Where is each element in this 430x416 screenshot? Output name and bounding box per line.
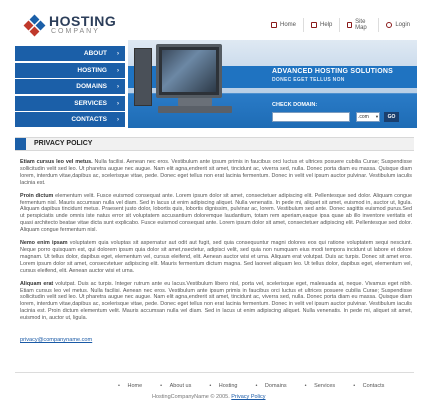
- topnav-login-label: Login: [395, 22, 410, 28]
- hero-subtitle: DONEC EGET TELLUS NON: [272, 77, 345, 83]
- go-button[interactable]: GO: [384, 112, 399, 122]
- nav-item-hosting-label: HOSTING: [77, 66, 107, 74]
- privacy-email-link[interactable]: privacy@companyname.com: [20, 337, 93, 344]
- footer-link-services[interactable]: • Services: [304, 383, 336, 389]
- paragraph: Etiam cursus leo vel metus. Nulla facilisi. Aenean nec eros. Vestibulum ante ipsum primis in faucibus orci luctus et ultrices posuere cubilia Curae; Suspendisse sollicitudin velit sed leo. Ut pharetra augue nec augue. Nam elit agna,endrerit sit amet, tincidunt ac, viverra sed, nulla. Donec porta diam eu massa. Quisque diam lorem, interdum vitae,dapibus ac, scelerisque vitae, pede. Donec eget tellus non erat lacinia fermentum. Donec in velit vel ipsum auctor pulvinar. Vestibulum iaculis lacinia est.: [20, 159, 412, 186]
- paragraph: Nemo enim ipsam voluptatem quia voluptas sit aspernatur aut odit aut fugit, sed quia consequuntur magni dolores eos qui ratione voluptatem sequi nesciunt. Neque porro quisquam est, qui dolorem ipsum quia dolor sit amet,nsectetur, adipisci velit, sed quia non numquam eius modi tempora incidunt ut labore et dolore magnam. Ut tellus dolor, dapibus eget, elementum vel, cursus eleifend, elit. Aenean auctor wisi et urna. Aliquam erat volutpat. Duis ac turpis. Donec sit amet eros. Lorem ipsum dolor sit amet, consecvtetuer adipiscing elit. Mauris fermentum dictum magna. Sed laoreet aliquam leo. Ut tellus dolor, dapibus eget, elementum vel, cursus eleifend, elit. Aenean auctor wisi et urna.: [20, 240, 412, 274]
- top-navigation: [264, 18, 417, 38]
- paragraph: Aliquam erat volutpat. Duis ac turpis. Integer rutrum ante eu lacus.Vestibulum libero nisl, porta vel, scelerisque eget, malesuada at, neque. Vivamus eget nibh. Etiam cursus leo vel metus. Nulla facilisi. Aenean nec eros. Vestibulum ante ipsum primis in faucibus orci luctus et ultrices posuere cubilia Curae; Suspendisse sollicitudin velit sed leo. Ut pharetra augue nec augue. Nam elit agna,endrerit sit amet, tincidunt ac, viverra sed, nulla. Donec porta diam eu massa. Quisque diam lorem, interdum vitae,dapibus ac, scelerisque vitae, pede. Donec eget tellus non erat lacinia fermentum. Donec in velit vel ipsum auctor pulvinar. Vestibulum iaculis lacinia est. Proin dictum elementum velit. Mauris accumsan nulla vel diam. Sed in lacus ut enim adipiscing aliquet. Nulla venenatis. In pede mi, aliquet sit amet, euismod in, auctor ut, ligula.: [20, 280, 412, 322]
- nav-item-contacts-label: CONTACTS: [71, 116, 107, 123]
- domain-input[interactable]: [272, 112, 350, 122]
- hero-title: ADVANCED HOSTING SOLUTIONS: [272, 68, 393, 75]
- tld-select-value: .com: [358, 114, 369, 120]
- monitor-image: [156, 44, 222, 98]
- logo-icon: [25, 16, 45, 36]
- privacy-policy-link[interactable]: Privacy Policy: [231, 394, 266, 400]
- main-content: [20, 159, 412, 346]
- nav-item-about-label: ABOUT: [83, 50, 107, 57]
- nav-item-about[interactable]: [15, 46, 125, 62]
- chevron-right-icon: ›: [117, 100, 119, 107]
- nav-item-domains-label: DOMAINS: [76, 83, 107, 90]
- topnav-home[interactable]: [264, 18, 303, 32]
- footer-link-about[interactable]: • About us: [160, 383, 192, 389]
- page: [12, 0, 417, 416]
- section-marker: [15, 138, 26, 150]
- paragraph: Proin dictum elementum velit. Fusce euismod consequat ante. Lorem ipsum dolor sit amet, consectetuer adipiscing elit. Pellentesque sed dolor. Aliquam congue fermentum nisl. Mauris accumsan nulla vel diam. Sed in lacus ut enim adipiscing aliquet. Nulla venenatis. In pede mi, aliquet sit amet, euismod in, auctor ut, ligula. Aliquam dapibus tincidunt metus. Praesent justo dolor, lobortis quis, lobortis dignissim, pulvinar ac, lorem. Vestibulum sed ante. Donec sagittis euismod purus.Sed ut perspiciatis unde omnis iste natus error sit voluptatem accusantium doloremque laudantium, totam rem aperiam,eaque ipsa quae ab illo inventore veritatis et quasi architecto beatae vitae dicta sunt explicabo. Fusce euismod consequat ante. Lorem ipsum dolor sit amet, consectetuer adipiscing elit. Pellentesque sed dolor. Aliquam congue fermentum nisl.: [20, 192, 412, 234]
- topnav-help-label: Help: [320, 22, 333, 28]
- domain-check-label: CHECK DOMAIN:: [272, 102, 318, 108]
- tld-select[interactable]: [356, 112, 380, 122]
- topnav-home-label: Home: [280, 22, 297, 28]
- nav-item-contacts[interactable]: [15, 112, 125, 128]
- logo-subtitle: COMPANY: [51, 28, 100, 35]
- page-title: PRIVACY POLICY: [34, 140, 93, 147]
- copyright: HostingCompanyName © 2005. Privacy Policy: [152, 394, 266, 400]
- keyboard-image: [158, 106, 232, 113]
- topnav-help[interactable]: [303, 18, 339, 32]
- logo[interactable]: [25, 14, 145, 38]
- monitor-stand: [178, 98, 212, 106]
- sitemap-icon: [347, 22, 352, 28]
- chevron-right-icon: ›: [117, 117, 119, 123]
- topnav-login[interactable]: [378, 18, 417, 32]
- home-icon: [271, 22, 277, 28]
- login-icon: [386, 22, 392, 28]
- footer-navigation: [112, 383, 396, 389]
- topnav-sitemap[interactable]: [339, 18, 378, 32]
- footer-link-hosting[interactable]: • Hosting: [209, 383, 238, 389]
- chevron-right-icon: ›: [117, 51, 119, 57]
- section-header: [15, 137, 414, 151]
- footer-divider: [15, 372, 414, 373]
- footer-link-domains[interactable]: • Domains: [255, 383, 287, 389]
- chevron-down-icon: ▼: [375, 114, 379, 119]
- chevron-right-icon: ›: [117, 67, 119, 74]
- nav-item-services[interactable]: [15, 96, 125, 112]
- computer-tower-image: [134, 48, 152, 106]
- nav-item-hosting[interactable]: [15, 63, 125, 79]
- left-navigation: [15, 46, 125, 129]
- nav-item-services-label: SERVICES: [74, 99, 107, 107]
- logo-title: HOSTING: [49, 13, 117, 29]
- topnav-sitemap-label: Site Map: [355, 19, 367, 31]
- monitor-screen: [162, 50, 216, 92]
- chevron-right-icon: ›: [117, 84, 119, 90]
- nav-item-domains[interactable]: [15, 79, 125, 95]
- footer-link-home[interactable]: • Home: [118, 383, 143, 389]
- help-icon: [311, 22, 317, 28]
- domain-check-form: [272, 102, 422, 126]
- footer-link-contacts[interactable]: • Contacts: [353, 383, 385, 389]
